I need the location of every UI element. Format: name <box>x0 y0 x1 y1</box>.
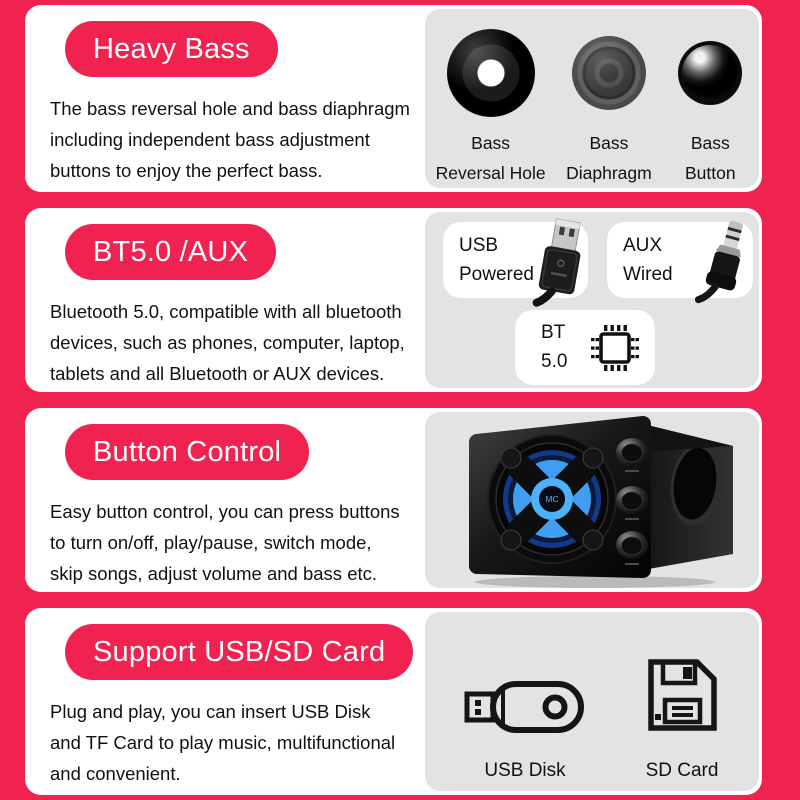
description-line: Easy button control, you can press buttons <box>50 501 400 522</box>
bass-reversal-hole-figure <box>425 27 556 188</box>
aux-wired-box <box>607 222 753 298</box>
speaker-logo: MC <box>545 494 559 504</box>
aux-jack-image <box>695 216 753 308</box>
box-label: AUX Wired <box>623 235 673 285</box>
feature-title: Heavy Bass <box>93 32 250 65</box>
bass-reversal-hole-image <box>447 29 535 117</box>
feature-description <box>50 296 405 389</box>
bass-diaphragm-figure <box>556 27 661 188</box>
figure-label: SD Card <box>645 760 719 781</box>
speaker-image <box>445 412 745 588</box>
feature-title: BT5.0 /AUX <box>93 235 249 268</box>
figure-label: Bass Button <box>685 133 736 183</box>
feature-title: Button Control <box>93 435 282 468</box>
feature-pill-bt-aux <box>65 224 276 280</box>
usb-plug-image <box>526 216 592 308</box>
feature-description <box>50 696 395 789</box>
connectivity-panel <box>425 212 759 388</box>
sd-card-icon <box>643 654 721 736</box>
speaker-panel <box>425 412 759 588</box>
bass-diaphragm-image <box>572 36 646 110</box>
figure-label: USB Disk <box>484 760 566 781</box>
media-panel <box>425 612 759 791</box>
bt5-box <box>515 310 655 385</box>
description-line: to turn on/off, play/pause, switch mode, <box>50 532 372 553</box>
description-line: including independent bass adjustment <box>50 129 370 150</box>
chip-icon <box>589 322 641 374</box>
bass-parts-panel <box>425 9 759 188</box>
section-usb-sd <box>25 608 762 795</box>
description-line: Plug and play, you can insert USB Disk <box>50 701 371 722</box>
figure-label: Bass Diaphragm <box>566 133 652 183</box>
feature-description <box>50 93 410 186</box>
feature-pill-usb-sd <box>65 624 413 680</box>
description-line: Bluetooth 5.0, compatible with all bluetooth <box>50 301 402 322</box>
description-line: buttons to enjoy the perfect bass. <box>50 160 323 181</box>
description-line: and convenient. <box>50 763 181 784</box>
description-line: skip songs, adjust volume and bass etc. <box>50 563 378 584</box>
section-bt-aux <box>25 208 762 392</box>
figure-label: Bass Reversal Hole <box>435 133 546 183</box>
usb-disk-icon <box>463 678 587 736</box>
box-label: USB Powered <box>459 235 534 285</box>
bass-button-image <box>678 41 742 105</box>
description-line: The bass reversal hole and bass diaphragm <box>50 98 410 119</box>
section-button-control <box>25 408 762 592</box>
description-line: tablets and all Bluetooth or AUX devices. <box>50 363 385 384</box>
feature-description <box>50 496 400 589</box>
description-line: devices, such as phones, computer, laptop, <box>50 332 405 353</box>
feature-pill-button-control <box>65 424 309 480</box>
usb-powered-box <box>443 222 588 298</box>
section-heavy-bass <box>25 5 762 192</box>
usb-disk-figure <box>463 642 587 791</box>
sd-card-figure <box>643 642 721 791</box>
box-label: BT 5.0 <box>541 322 568 372</box>
feature-pill-heavy-bass <box>65 21 278 77</box>
feature-title: Support USB/SD Card <box>93 635 386 668</box>
description-line: and TF Card to play music, multifunctional <box>50 732 396 753</box>
bass-button-figure <box>662 27 759 188</box>
